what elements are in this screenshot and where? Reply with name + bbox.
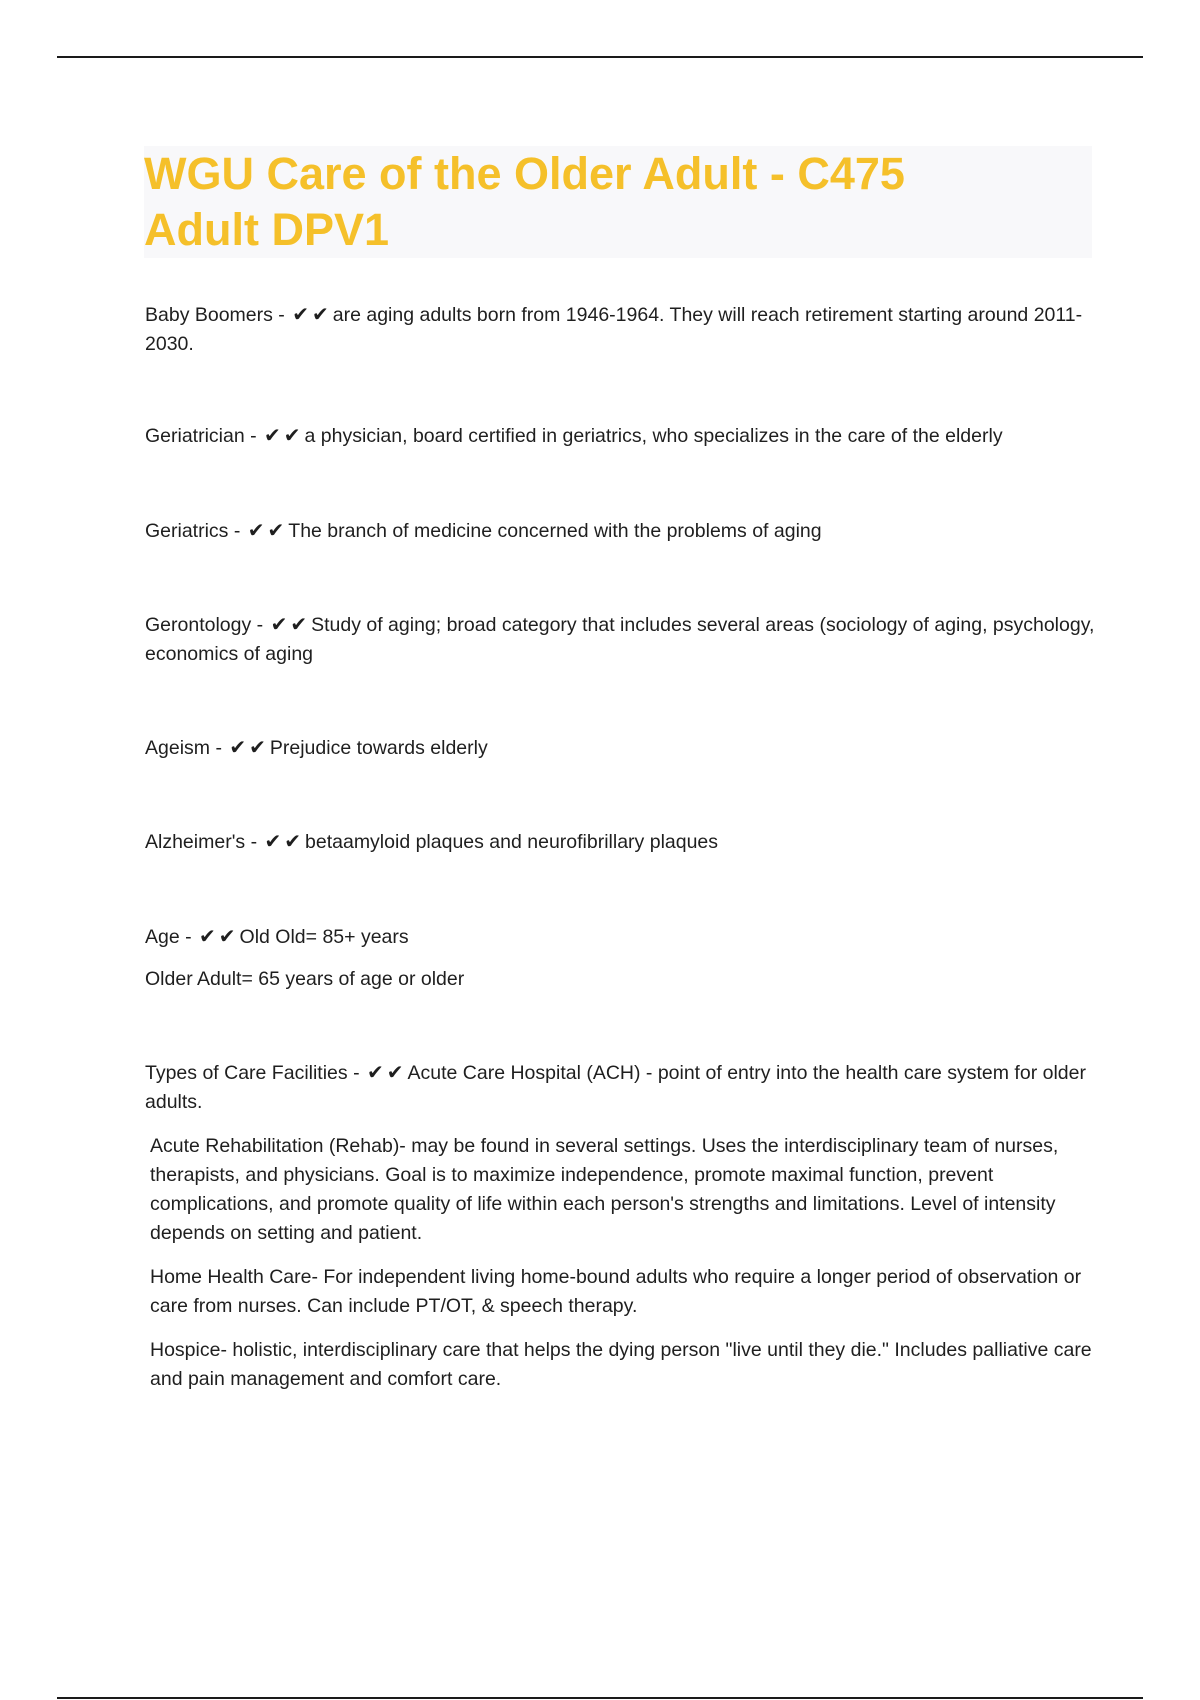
definition: Acute Care Hospital (ACH) - point of entry into the health care system for older adults. <box>145 1062 1086 1113</box>
definition-home-health: Home Health Care- For independent living home-bound adults who require a longer period of observation or care from nurses. Can include PT/OT, & speech therapy. <box>150 1266 1082 1317</box>
double-check-icon: ✔✔ <box>229 735 269 759</box>
double-check-icon: ✔✔ <box>199 924 239 948</box>
definition: betaamyloid plaques and neurofibrillary plaques <box>305 831 719 853</box>
definition: The branch of medicine concerned with the problems of aging <box>288 520 822 542</box>
definition: Prejudice towards elderly <box>269 737 488 759</box>
term: Geriatrics - <box>145 520 246 542</box>
double-check-icon: ✔✔ <box>264 829 305 853</box>
double-check-icon: ✔✔ <box>366 1060 407 1084</box>
entry-baby-boomers <box>145 300 1095 359</box>
definition-extra: Older Adult= 65 years of age or older <box>145 968 465 990</box>
flashcard-list <box>145 300 1095 1394</box>
bottom-rule <box>57 1697 1143 1699</box>
entry-gerontology <box>145 610 1095 669</box>
double-check-icon: ✔✔ <box>270 612 311 636</box>
double-check-icon: ✔✔ <box>264 423 304 447</box>
definition-hospice: Hospice- holistic, interdisciplinary care that helps the dying person "live until they die." Includes palliative care and pain management and comfort care. <box>150 1339 1092 1390</box>
double-check-icon: ✔✔ <box>247 518 288 542</box>
document-title: WGU Care of the Older Adult - C475 Adult DPV1 <box>144 148 905 255</box>
double-check-icon: ✔✔ <box>292 302 332 326</box>
term: Types of Care Facilities - <box>145 1062 365 1084</box>
definition: Old Old= 85+ years <box>239 926 409 948</box>
definition-acute-rehab: Acute Rehabilitation (Rehab)- may be found in several settings. Uses the interdisciplinary team of nurses, therapists, and physicians. Goal is to maximize independence, promote maximal function, prevent complications, and promote quality of life within each person's strengths and limitations. Level of intensity depends on setting and patient. <box>150 1135 1059 1244</box>
term: Geriatrician - <box>145 425 263 447</box>
term: Gerontology - <box>145 614 269 636</box>
definition: Study of aging; broad category that includes several areas (sociology of aging, psychology, economics of aging <box>145 614 1095 665</box>
term: Ageism - <box>145 737 228 759</box>
entry-age <box>145 922 1095 994</box>
definition: a physician, board certified in geriatrics, who specializes in the care of the elderly <box>304 425 1003 447</box>
top-rule <box>57 56 1143 58</box>
entry-alzheimers <box>145 827 1095 857</box>
title-banner <box>144 146 1092 258</box>
entry-geriatrician <box>145 421 1095 451</box>
definition: are aging adults born from 1946-1964. They will reach retirement starting around 2011-2030. <box>145 304 1083 355</box>
term: Baby Boomers - <box>145 304 291 326</box>
entry-care-facilities <box>145 1058 1095 1394</box>
term: Alzheimer's - <box>145 831 263 853</box>
entry-ageism <box>145 733 1095 763</box>
term: Age - <box>145 926 198 948</box>
entry-geriatrics <box>145 516 1095 546</box>
